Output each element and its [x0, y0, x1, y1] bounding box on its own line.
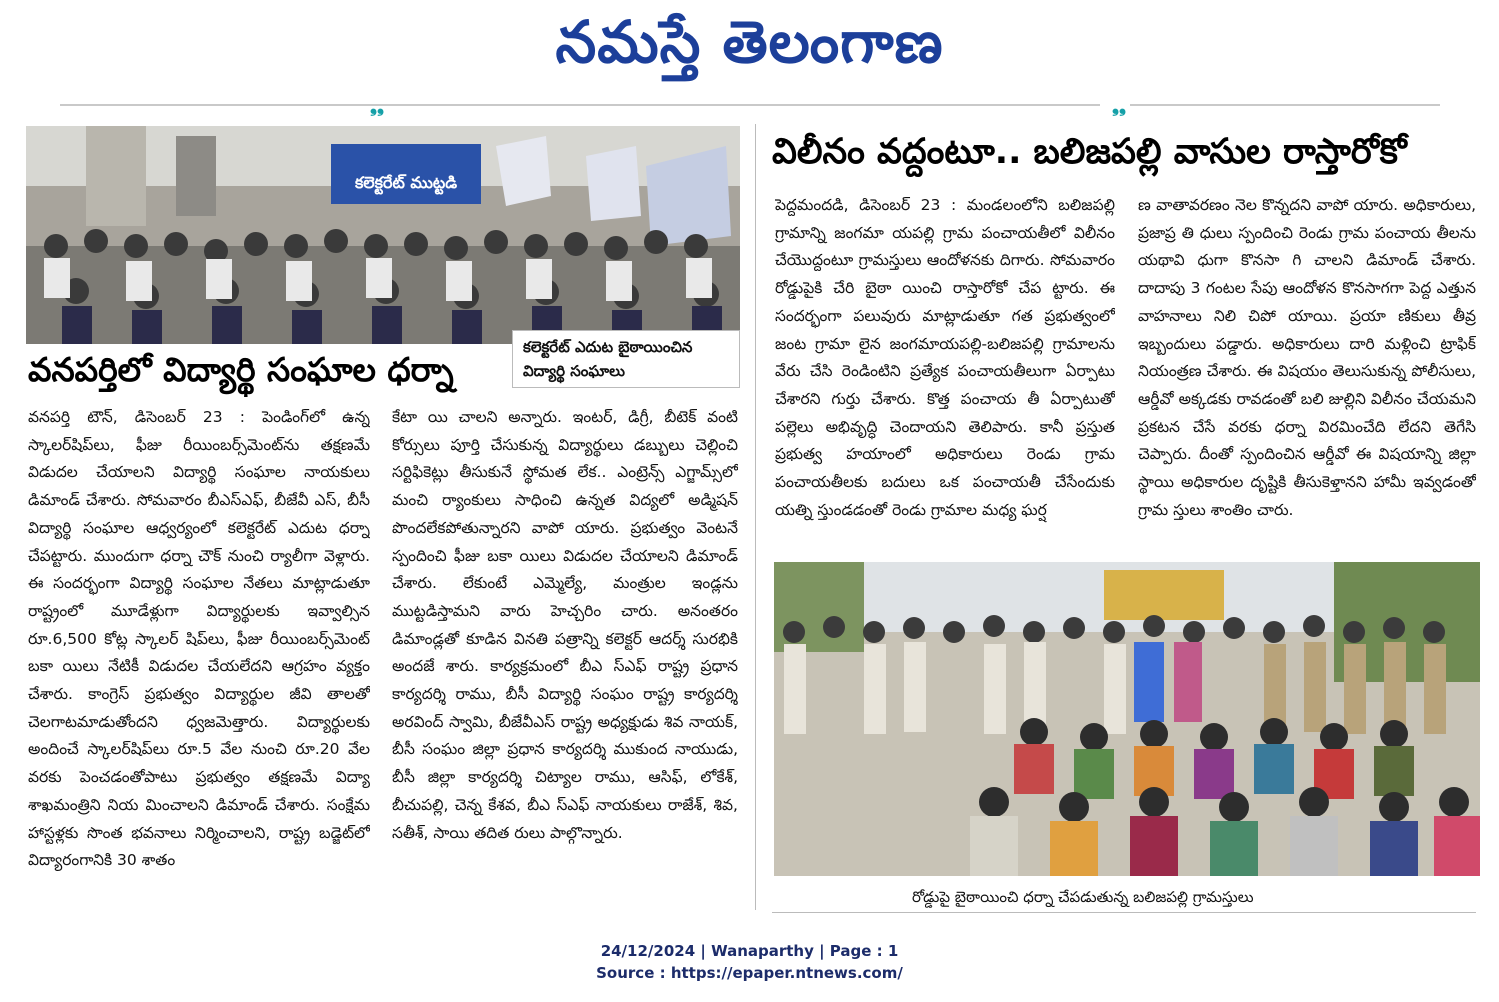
newspaper-title: నమస్తే తెలంగాణ — [555, 8, 944, 76]
quote-mark-icon: ❟❟ — [1112, 96, 1127, 117]
protest-banner-text: కలెక్టరేట్ ముట్టడి — [354, 173, 458, 192]
masthead — [0, 8, 1499, 91]
article-text: ణ వాతావరణం నెల కొన్నదని వాపో యారు. అధికారులు, ప్రజాప్ర తి ధులు స్పందించి రెండు గ్రామ పంచాయ తీలను యథావి ధుగా కొనసా గి చాలని డిమాండ్ చేశారు. దాదాపు 3 గంటల సేపు ఆందోళన కొనసాగగా పెద్ద ఎత్తున వాహనాలు నిలి చిపో యాయి. ప్రయా ణికులు తీవ్ర ఇబ్బందులు పడ్డారు. అధికారులు దారి మళ్లించి ట్రాఫిక్ నియంత్రణ చేశారు. ఈ విషయం తెలుసుకున్న పోలీసులు, ఆర్డీవో అక్కడకు రావడంతో బలి జుల్లిని విలీనం చేయమని ప్రకటన చేసే వరకు ధర్నా విరమించేది లేదని తెగేసి చెప్పారు. దీంతో స్పందించిన ఆర్డీవో ఈ విషయాన్ని జిల్లా స్థాయి అధికారుల దృష్టికి తీసుకెళ్తానని హామీ ఇవ్వడంతో గ్రామ స్తులు శాంతిం చారు. — [1138, 196, 1476, 519]
left-photo-caption — [512, 330, 740, 388]
masthead-divider-right — [1130, 104, 1440, 106]
article-text: వనపర్తి టౌన్, డిసెంబర్ 23 : పెండింగ్‌లో ఉన్న స్కాలర్‌షిప్‌లు, ఫీజు రీయింబర్స్‌మెంట్‌ను తక్షణమే విడుదల చేయాలని విద్యార్థి సంఘాల నాయకులు డిమాండ్ చేశారు. సోమవారం బీఎస్‌ఎఫ్, బీజేవీ ఎస్, బీసీ విద్యార్థి సంఘాల ఆధ్వర్యంలో కలెక్టరేట్ ఎదుట ధర్నా చేపట్టారు. ముందుగా ధర్నా చౌక్ నుంచి ర్యాలీగా వెళ్లారు. ఈ సందర్భంగా విద్యార్థి సంఘాల నేతలు మాట్లాడుతూ రాష్ట్రంలో మూడేళ్లుగా విద్యార్థులకు ఇవ్వాల్సిన రూ.6,500 కోట్ల స్కాలర్ షిప్‌లు, ఫీజు రీయింబర్స్‌మెంట్ బకా యిలు నేటికీ విడుదల చేయలేదని ఆగ్రహం వ్యక్తం చేశారు. కాంగ్రెస్ ప్రభుత్వం విద్యార్థుల జీవి తాలతో చెలగాటమాడుతోందని ధ్వజమెత్తారు. విద్యార్థులకు అందించే స్కాలర్‌షిప్‌లు రూ.5 వేల నుంచి రూ.20 వేల వరకు పెంచడంతోపాటు ప్రభుత్వం తక్షణమే విద్యా శాఖమంత్రిని నియ మించాలని డిమాండ్ చేశారు. సంక్షేమ హాస్టళ్లకు సొంత భవనాలు నిర్మించాలని, రాష్ట్ర బడ్జెట్‌లో విద్యారంగానికి 30 శాతం — [28, 408, 370, 870]
article-text: కేటా యి చాలని అన్నారు. ఇంటర్, డిగ్రీ, బీటెక్ వంటి కోర్సులు పూర్తి చేసుకున్న విద్యార్థులు డబ్బులు చెల్లించి సర్టిఫికెట్లు తీసుకునే స్థోమత లేక.. ఎంట్రెన్స్ ఎగ్జామ్స్‌లో మంచి ర్యాంకులు సాధించి ఉన్నత విద్యలో అడ్మిషన్ పొందలేకపోతున్నారని వాపో యారు. ప్రభుత్వం వెంటనే స్పందించి ఫీజు బకా యిలు విడుదల చేయాలని డిమాండ్ చేశారు. లేకుంటే ఎమ్మెల్యే, మంత్రుల ఇండ్లను ముట్టడిస్తామని వారు హెచ్చరిం చారు. అనంతరం డిమాండ్లతో కూడిన వినతి పత్రాన్ని కలెక్టర్ ఆదర్శ్ సురభికి అందజే శారు. కార్యక్రమంలో బీఎ స్‌ఎఫ్ రాష్ట్ర ప్రధాన కార్యదర్శి రాము, బీసీ విద్యార్థి సంఘం రాష్ట్ర కార్యదర్శి అరవింద్ స్వామి, బీజేవీఎస్ రాష్ట్ర అధ్యక్షుడు శివ నాయక్, బీసీ సంఘం జిల్లా ప్రధాన కార్యదర్శి ముకుంద నాయుడు, బీసీ జిల్లా కార్యదర్శి చిట్యాల రాము, ఆసిఫ్, లోకేశ్, బీచుపల్లి, చెన్న కేశవ, బీఎ స్‌ఎఫ్ నాయకులు రాజేశ్, శివ, సతీశ్, సాయి తదిత రులు పాల్గొన్నారు. — [392, 408, 738, 842]
quote-mark-icon: ❟❟ — [370, 96, 385, 117]
left-story-photo — [26, 126, 740, 344]
right-story-photo — [774, 562, 1480, 876]
article-text: పెద్దమందడి, డిసెంబర్ 23 : మండలంలోని బలిజపల్లి గ్రామాన్ని జంగమా యపల్లి గ్రామ పంచాయతీలో విలీనం చేయొద్దంటూ గ్రామస్తులు ఆందోళనకు దిగారు. సోమవారం రోడ్డుపైకి చేరి బైఠా యించి రాస్తారోకో చేప ట్టారు. ఈ సందర్భంగా పలువురు మాట్లాడుతూ గత ప్రభుత్వంలో జంట గ్రామా లైన జంగమాయపల్లి-బలిజపల్లి గ్రామాలను వేరు చేసి రెండింటిని ప్రత్యేక పంచాయతీలుగా ఏర్పాటు చేశారని గుర్తు చేశారు. కొత్త పంచాయ తీ ఏర్పాటుతో పల్లెలు అభివృద్ధి చెందాయని తెలిపారు. కానీ ప్రస్తుత ప్రభుత్వ హయాంలో అధికారులు రెండు గ్రామ పంచాయతీలకు బదులు ఒక పంచాయతీ చేసేందుకు యత్ని స్తుండడంతో రెండు గ్రామాల మధ్య ఘర్ష — [775, 196, 1115, 519]
right-story-column-2 — [1138, 192, 1476, 552]
caption-line: కలెక్టరేట్ ఎదుట బైఠాయించిన — [523, 338, 693, 356]
right-story-headline: విలీనం వద్దంటూ.. బలిజపల్లి వాసుల రాస్తారోకో — [772, 132, 1407, 172]
right-photo-caption: రోడ్డుపై బైఠాయించి ధర్నా చేపడుతున్న బలిజపల్లి గ్రామస్తులు — [912, 888, 1254, 906]
column-divider — [755, 124, 756, 910]
left-story-headline: వనపర్తిలో విద్యార్థి సంఘాల ధర్నా — [28, 350, 454, 389]
footer-source-line: Source : https://epaper.ntnews.com/ — [596, 964, 903, 982]
right-story-column-1 — [775, 192, 1115, 552]
masthead-divider — [60, 104, 1100, 106]
left-story-column-1 — [28, 404, 370, 910]
left-story-column-2 — [392, 404, 738, 910]
caption-line: విద్యార్థి సంఘాలు — [523, 362, 625, 380]
footer-date-line: 24/12/2024 | Wanaparthy | Page : 1 — [600, 942, 899, 960]
bottom-divider — [772, 912, 1476, 913]
